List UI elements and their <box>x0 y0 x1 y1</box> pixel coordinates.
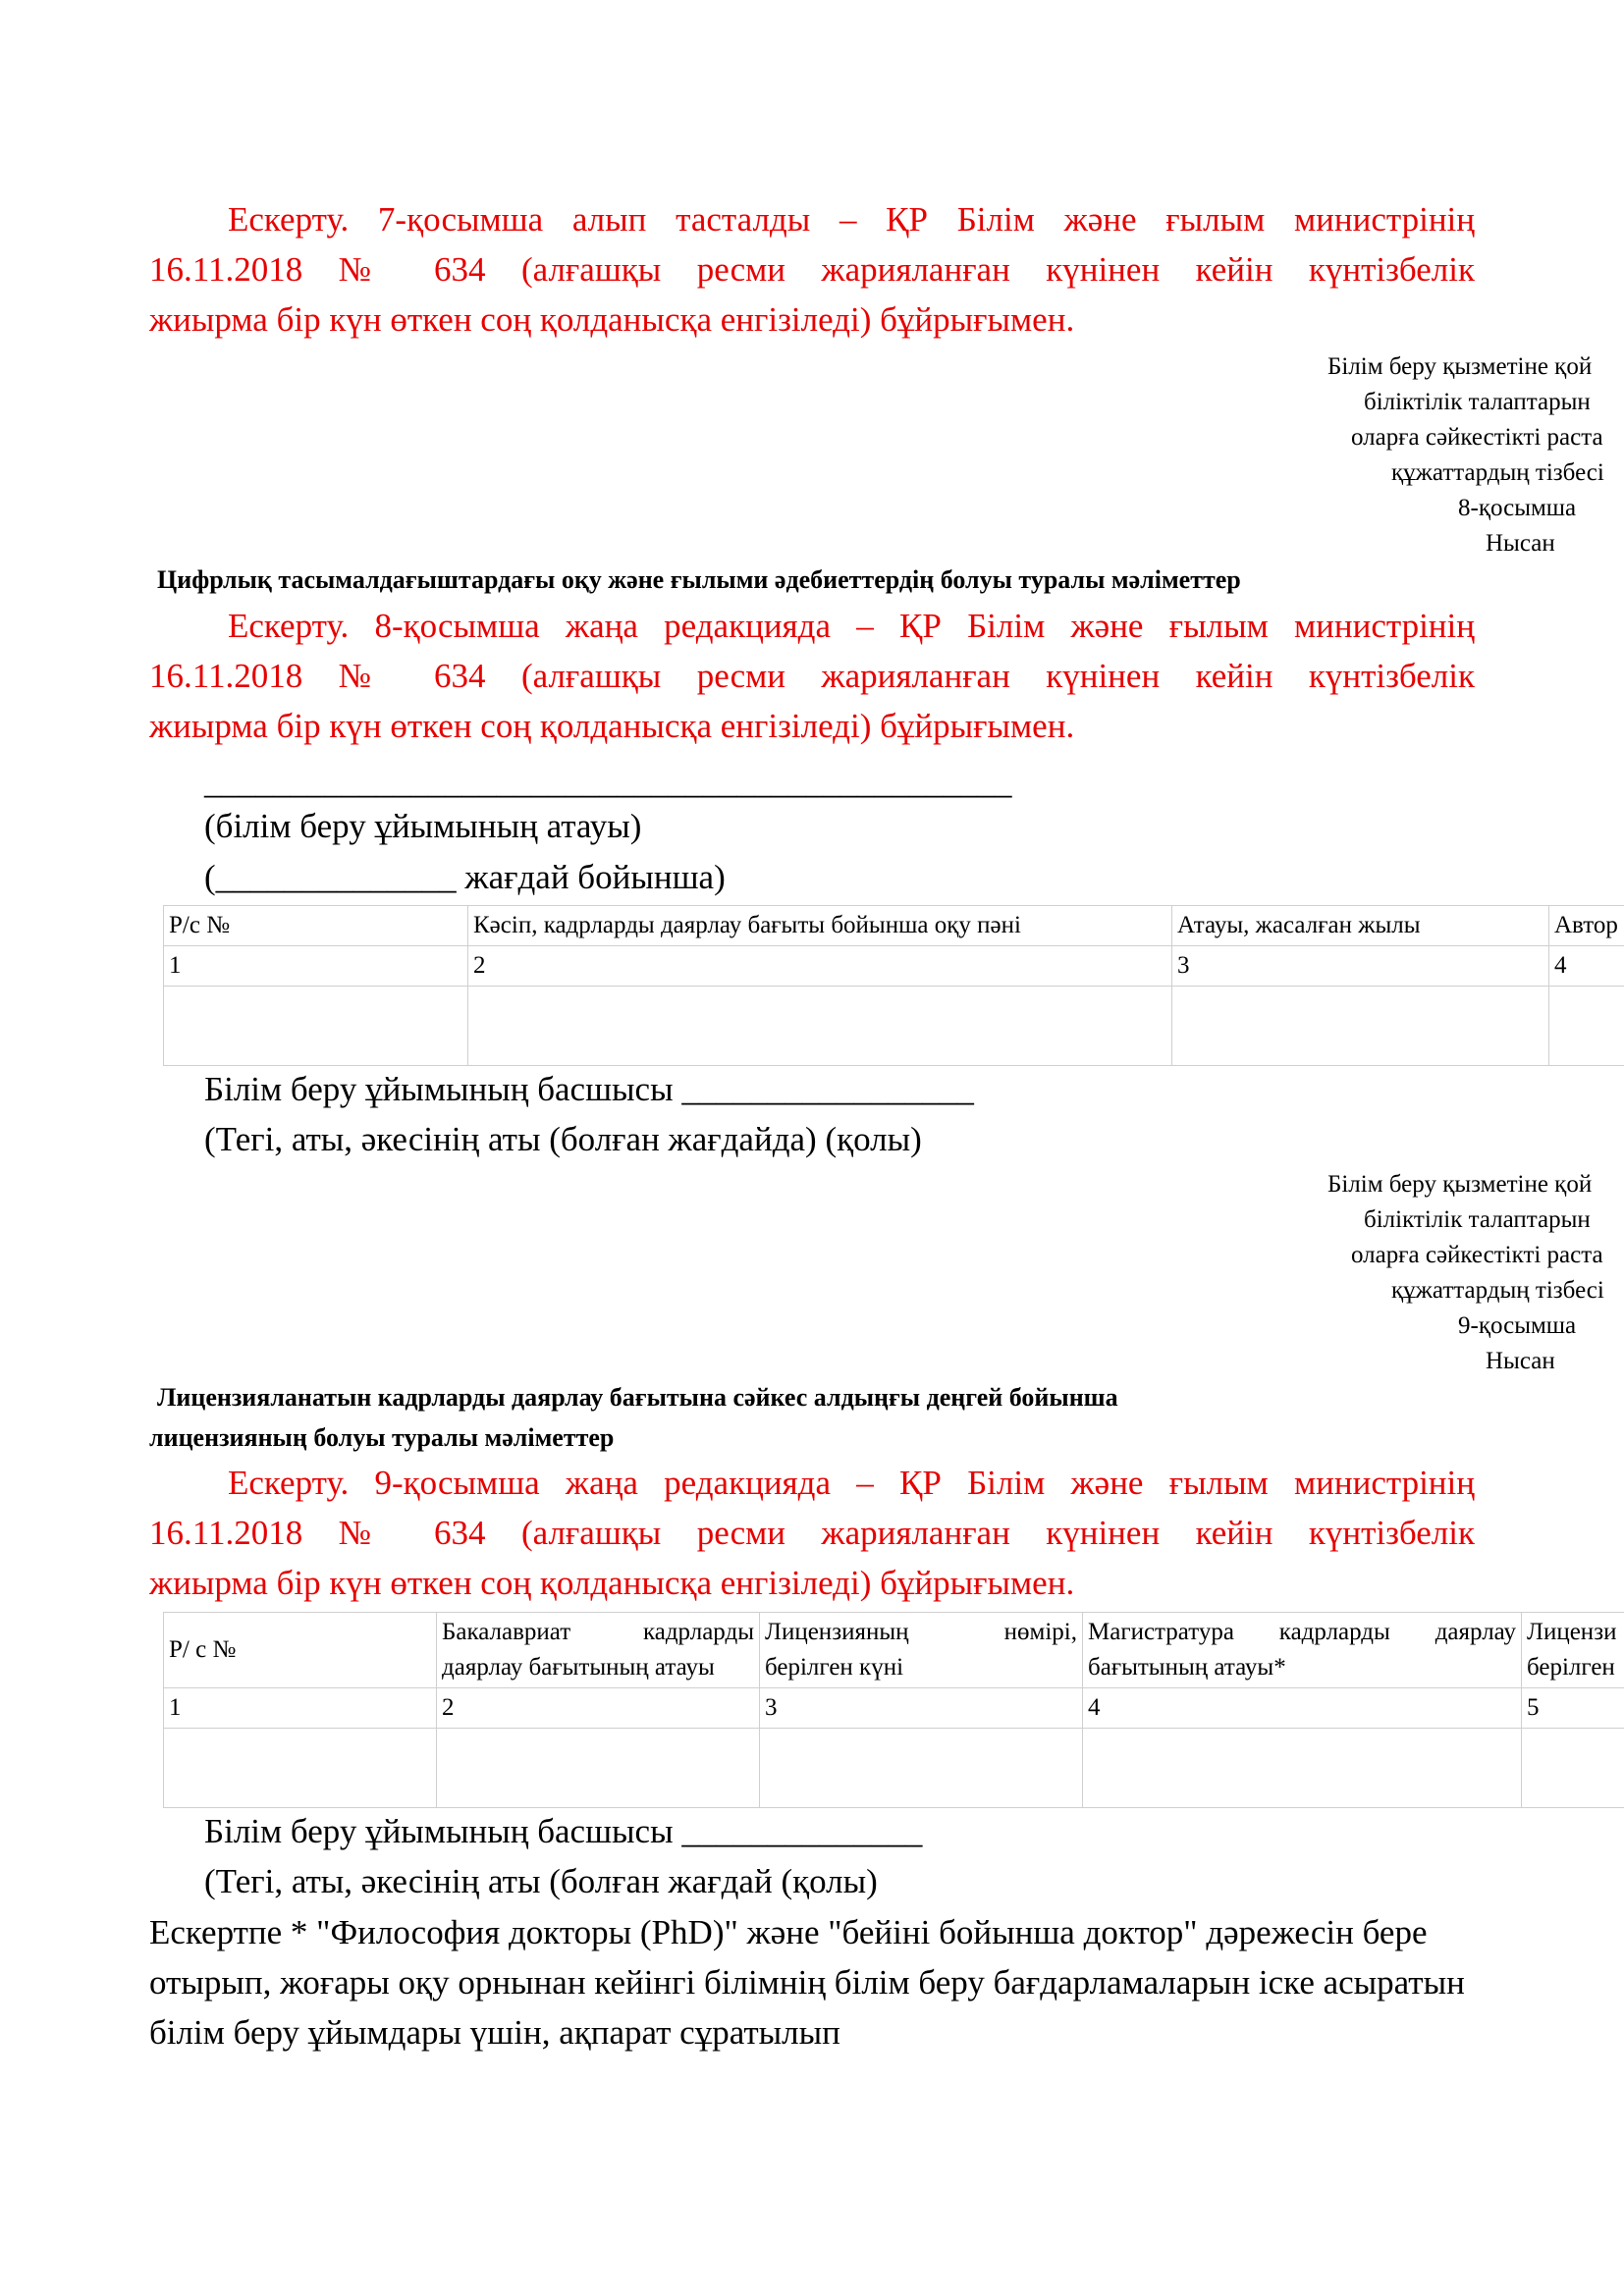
fio-caption: (Тегі, аты, әкесінің аты (болған жағдай (қолы) <box>204 1862 878 1900</box>
header-text: берілген <box>1527 1654 1615 1681</box>
table-number-row <box>164 1688 1624 1729</box>
header-text: Р/ с № <box>169 1636 237 1663</box>
form-label: Нысан <box>1486 1348 1555 1374</box>
notice-line: жиырма бір күн өткен соң қолданысқа енгізіледі) бұйрығымен. <box>149 707 1075 745</box>
header-line: құжаттардың тізбесі <box>1391 459 1604 486</box>
table-empty-row <box>164 1729 1624 1808</box>
table-header-cell <box>437 1613 760 1688</box>
table-header-cell <box>1522 1613 1624 1688</box>
notice-annex-8 <box>149 601 1475 751</box>
header-line: құжаттардың тізбесі <box>1391 1277 1604 1304</box>
header-line: оларға сәйкестікті раста <box>1351 1242 1603 1268</box>
annex-8-title: Цифрлық тасымалдағыштардағы оқу және ғылыми әдебиеттердің болуы туралы мәліметтер <box>157 565 1241 594</box>
header-line: Білім беру қызметіне қой <box>1327 1171 1593 1198</box>
header-text: Бакалавриат кадрларды <box>442 1619 754 1645</box>
annex-8-header <box>1327 349 1624 561</box>
annex-9-title-line-2: лицензияның болуы туралы мәліметтер <box>149 1423 615 1452</box>
notice-line: Ескерту. 8-қосымша жаңа редакцияда – ҚР Білім және ғылым министрінің <box>228 607 1475 645</box>
table-cell <box>760 1729 1083 1808</box>
table-empty-row <box>164 987 1624 1066</box>
notice-line: Ескерту. 7-қосымша алып тасталды – ҚР Білім және ғылым министрінің <box>228 200 1475 239</box>
annex-9-header <box>1327 1167 1624 1379</box>
table-header-cell: Кәсіп, кадрларды даярлау бағыты бойынша оқу пәні <box>468 906 1172 946</box>
org-name-caption: (білім беру ұйымының атауы) <box>204 807 642 845</box>
table-cell <box>164 987 468 1066</box>
notice-line: жиырма бір күн өткен соң қолданысқа енгізіледі) бұйрығымен. <box>149 300 1075 339</box>
footnote-line: бағдарламаларын іске асыратын білім беру ұйымдары үшін, ақпарат сұратылып <box>149 1963 1465 2052</box>
table-header-cell <box>164 1613 437 1688</box>
table-cell: 4 <box>1083 1688 1522 1729</box>
header-line: біліктілік талаптарын <box>1364 389 1591 415</box>
header-text: даярлау бағытының атауы <box>442 1654 715 1681</box>
notice-line: Ескерту. 9-қосымша жаңа редакцияда – ҚР Білім және ғылым министрінің <box>228 1464 1475 1502</box>
header-text: Лицензи <box>1527 1619 1617 1645</box>
table-cell: 4 <box>1549 946 1624 987</box>
header-text: Магистратура кадрларды даярлау <box>1088 1619 1516 1645</box>
head-signature-line: Білім беру ұйымының басшысы ______________ <box>204 1812 923 1850</box>
annex-9-title-line-1: Лицензияланатын кадрларды даярлау бағытына сәйкес алдыңғы деңгей бойынша <box>157 1383 1118 1412</box>
table-cell: 1 <box>164 1688 437 1729</box>
as-of-date-line: (______________ жағдай бойынша) <box>204 858 726 896</box>
table-cell <box>1172 987 1549 1066</box>
table-cell: 3 <box>1172 946 1549 987</box>
notice-line: 16.11.2018 № 634 (алғашқы ресми жарияланған күнінен кейін күнтізбелік <box>149 657 1475 695</box>
header-text: берілген күні <box>765 1654 904 1681</box>
annex-number: 9-қосымша <box>1458 1312 1577 1339</box>
table-cell: 3 <box>760 1688 1083 1729</box>
footnote-paragraph <box>149 1907 1475 2057</box>
table-header-cell <box>760 1613 1083 1688</box>
table-header-cell: Автор <box>1549 906 1624 946</box>
table-header-cell: Р/с № <box>164 906 468 946</box>
table-cell: 2 <box>468 946 1172 987</box>
head-signature-line: Білім беру ұйымының басшысы _________________ <box>204 1070 974 1108</box>
notice-line: жиырма бір күн өткен соң қолданысқа енгізіледі) бұйрығымен. <box>149 1564 1075 1602</box>
org-name-underline: _______________________________________________ <box>204 763 1012 801</box>
table-cell <box>437 1729 760 1808</box>
header-line: біліктілік талаптарын <box>1364 1206 1591 1233</box>
table-cell <box>1083 1729 1522 1808</box>
table-cell: 1 <box>164 946 468 987</box>
header-text: бағытының атауы* <box>1088 1654 1286 1681</box>
fio-caption: (Тегі, аты, әкесінің аты (болған жағдайда) (қолы) <box>204 1120 922 1158</box>
annex-9-table <box>163 1612 1624 1808</box>
header-text: Лицензияның нөмірі, <box>765 1619 1077 1645</box>
table-header-row <box>164 906 1624 946</box>
table-header-cell <box>1083 1613 1522 1688</box>
footnote-line: дәрежесін бере отырып, жоғары оқу орнынан кейінгі білімнің білім беру <box>149 1913 1428 2002</box>
table-cell <box>468 987 1172 1066</box>
annex-number: 8-қосымша <box>1458 495 1577 521</box>
table-cell: 5 <box>1522 1688 1624 1729</box>
header-line: оларға сәйкестікті раста <box>1351 424 1603 451</box>
notice-annex-9 <box>149 1458 1475 1608</box>
notice-line: 16.11.2018 № 634 (алғашқы ресми жарияланған күнінен кейін күнтізбелік <box>149 1514 1475 1552</box>
notice-line: 16.11.2018 № 634 (алғашқы ресми жарияланған күнінен кейін күнтізбелік <box>149 250 1475 289</box>
footnote-line: Ескертпе * "Философия докторы (PhD)" және "бейіні бойынша доктор" <box>149 1913 1198 1951</box>
table-cell: 2 <box>437 1688 760 1729</box>
table-cell <box>1549 987 1624 1066</box>
form-label: Нысан <box>1486 530 1555 557</box>
annex-8-table <box>163 905 1624 1066</box>
header-line: Білім беру қызметіне қой <box>1327 353 1593 380</box>
notice-annex-7 <box>149 194 1475 345</box>
table-header-cell: Атауы, жасалған жылы <box>1172 906 1549 946</box>
table-cell <box>1522 1729 1624 1808</box>
table-header-row <box>164 1613 1624 1688</box>
table-number-row <box>164 946 1624 987</box>
table-cell <box>164 1729 437 1808</box>
